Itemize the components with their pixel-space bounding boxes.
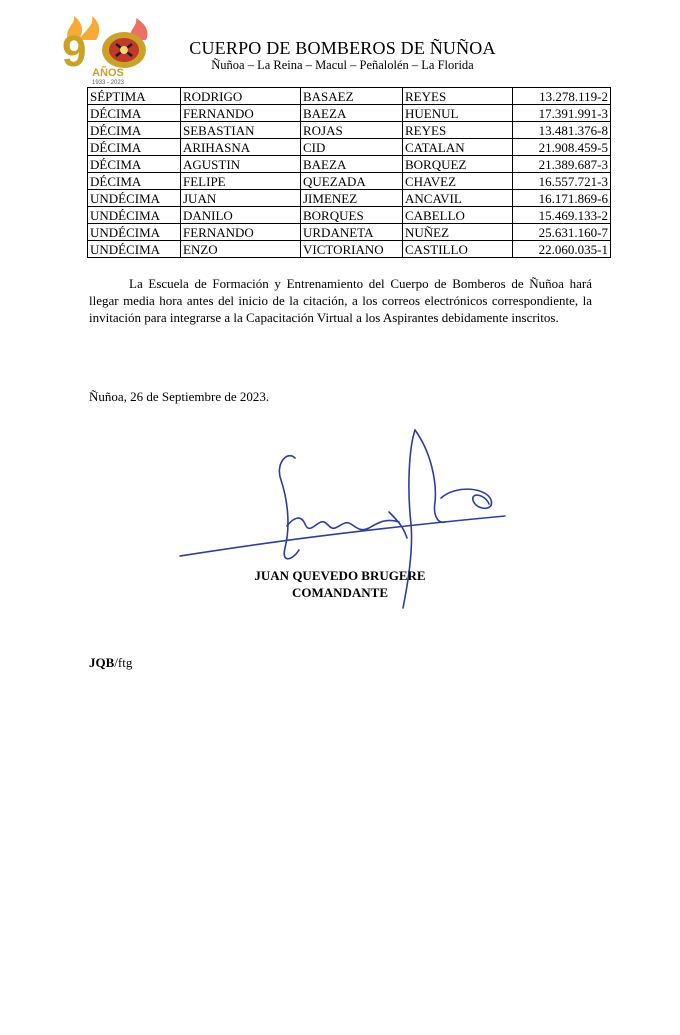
organization-title: CUERPO DE BOMBEROS DE ÑUÑOA (189, 38, 496, 58)
maternal-surname-cell: BORQUEZ (403, 156, 513, 173)
maternal-surname-cell: CASTILLO (403, 241, 513, 258)
first-name-cell: DANILO (181, 207, 301, 224)
anniversary-logo (60, 14, 156, 86)
company-cell: UNDÉCIMA (88, 241, 181, 258)
paternal-surname-cell: BORQUES (301, 207, 403, 224)
first-name-cell: ARIHASNA (181, 139, 301, 156)
rut-cell: 16.557.721-3 (513, 173, 611, 190)
table-row (88, 241, 611, 258)
rut-cell: 17.391.991-3 (513, 105, 611, 122)
rut-cell: 25.631.160-7 (513, 224, 611, 241)
maternal-surname-cell: CHAVEZ (403, 173, 513, 190)
aspirants-table (87, 87, 611, 258)
company-cell: DÉCIMA (88, 105, 181, 122)
maternal-surname-cell: CABELLO (403, 207, 513, 224)
first-name-cell: JUAN (181, 190, 301, 207)
table-row (88, 139, 611, 156)
paternal-surname-cell: CID (301, 139, 403, 156)
company-cell: SÉPTIMA (88, 88, 181, 105)
table-row (88, 156, 611, 173)
rut-cell: 15.469.133-2 (513, 207, 611, 224)
table-row (88, 88, 611, 105)
table-row (88, 190, 611, 207)
rut-cell: 22.060.035-1 (513, 241, 611, 258)
paternal-surname-cell: BASAEZ (301, 88, 403, 105)
organization-communes: Ñuñoa – La Reina – Macul – Peñalolén – La Florida (211, 58, 474, 72)
first-name-cell: RODRIGO (181, 88, 301, 105)
maternal-surname-cell: REYES (403, 88, 513, 105)
company-cell: UNDÉCIMA (88, 190, 181, 207)
table-row (88, 207, 611, 224)
paternal-surname-cell: BAEZA (301, 156, 403, 173)
company-cell: UNDÉCIMA (88, 207, 181, 224)
first-name-cell: FELIPE (181, 173, 301, 190)
rut-cell: 13.481.376-8 (513, 122, 611, 139)
maternal-surname-cell: HUENUL (403, 105, 513, 122)
rut-cell: 21.908.459-5 (513, 139, 611, 156)
rut-cell: 13.278.119-2 (513, 88, 611, 105)
table-row (88, 122, 611, 139)
company-cell: DÉCIMA (88, 156, 181, 173)
maternal-surname-cell: ANCAVIL (403, 190, 513, 207)
signer-name: JUAN QUEVEDO BRUGERE (254, 568, 426, 583)
maternal-surname-cell: NUÑEZ (403, 224, 513, 241)
first-name-cell: FERNANDO (181, 224, 301, 241)
shield-emblem (102, 32, 146, 68)
aspirants-table-body (88, 88, 611, 258)
first-name-cell: SEBASTIAN (181, 122, 301, 139)
rut-cell: 16.171.869-6 (513, 190, 611, 207)
paternal-surname-cell: URDANETA (301, 224, 403, 241)
document-date: Ñuñoa, 26 de Septiembre de 2023. (89, 389, 270, 404)
first-name-cell: ENZO (181, 241, 301, 258)
maternal-surname-cell: REYES (403, 122, 513, 139)
paternal-surname-cell: VICTORIANO (301, 241, 403, 258)
company-cell: DÉCIMA (88, 139, 181, 156)
table-row (88, 224, 611, 241)
paternal-surname-cell: JIMENEZ (301, 190, 403, 207)
paternal-surname-cell: BAEZA (301, 105, 403, 122)
logo-number-nine: 9 (62, 27, 87, 76)
initials-author: JQB (89, 655, 115, 670)
company-cell: DÉCIMA (88, 173, 181, 190)
rut-cell: 21.389.687-3 (513, 156, 611, 173)
company-cell: DÉCIMA (88, 122, 181, 139)
table-row (88, 105, 611, 122)
signer-title: COMANDANTE (291, 585, 389, 600)
logo-anos-word: AÑOS (92, 67, 124, 79)
company-cell: UNDÉCIMA (88, 224, 181, 241)
paternal-surname-cell: ROJAS (301, 122, 403, 139)
paternal-surname-cell: QUEZADA (301, 173, 403, 190)
first-name-cell: AGUSTIN (181, 156, 301, 173)
maternal-surname-cell: CATALAN (403, 139, 513, 156)
reference-initials (89, 655, 132, 671)
table-row (88, 173, 611, 190)
logo-years: 1933 - 2023 (91, 80, 125, 86)
initials-typist: /ftg (114, 655, 133, 670)
invitation-paragraph: La Escuela de Formación y Entrenamiento del Cuerpo de Bomberos de Ñuñoa hará llegar media hora antes del inicio de la citación, a los correos electrónicos correspondiente, la invitación para integrarse a la Capacitación Virtual a los Aspirantes debidamente inscritos. (89, 276, 592, 325)
first-name-cell: FERNANDO (181, 105, 301, 122)
